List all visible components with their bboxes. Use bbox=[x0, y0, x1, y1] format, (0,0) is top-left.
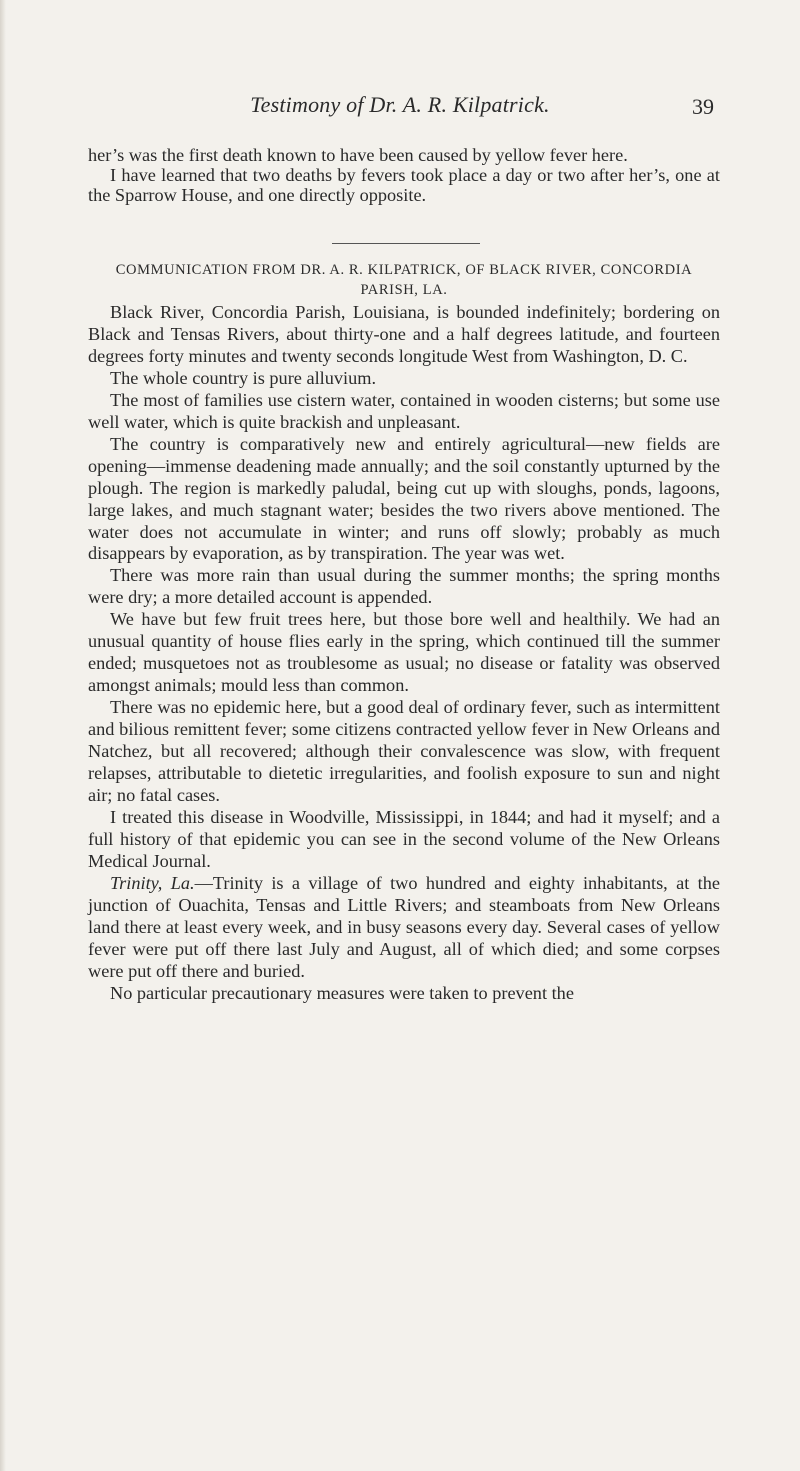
section-heading-line-1: COMMUNICATION FROM DR. A. R. KILPATRICK, OF BLACK RIVER, CONCORDIA bbox=[115, 262, 693, 278]
section-divider bbox=[332, 243, 480, 244]
page-edge-shadow bbox=[0, 0, 6, 1471]
paragraph-precautions: No particular precautionary measures were taken to prevent the bbox=[110, 982, 574, 1003]
main-text bbox=[88, 302, 720, 1005]
paragraph-water: The most of families use cistern water, contained in wooden cisterns; but some use well water, which is quite brackish and unpleasant. bbox=[88, 389, 720, 432]
paragraph-rain: There was more rain than usual during the summer months; the spring months were dry; a more detailed account is appended. bbox=[88, 565, 720, 608]
paragraph-fruit-trees: We have but few fruit trees here, but those bore well and healthily. We had an unusual quantity of house flies early in the spring, which continued till the summer ended; musquetoes not as troublesome as usual; no disease or fatality was observed amongst animals; mould less than common. bbox=[88, 609, 720, 696]
page-number: 39 bbox=[692, 94, 714, 119]
page-header bbox=[0, 92, 800, 132]
intro-text bbox=[88, 145, 720, 206]
section-heading-line-2: PARISH, LA. bbox=[360, 282, 448, 298]
paragraph-trinity bbox=[88, 873, 720, 983]
trinity-text: —Trinity is a village of two hundred and eighty inhabitants, at the junction of Ouachita, Tensas and Little Rivers; and steamboats from New Orleans land there at least every week, and in busy seasons every day. Several cases of yellow fever were put off there last July and August, all of which died; and some corpses were put off there and buried. bbox=[88, 872, 721, 981]
paragraph-country: The country is comparatively new and entirely agricultural—new fields are opening—immense deadening made annually; and the soil constantly upturned by the plough. The region is markedly paludal, being cut up with sloughs, ponds, lagoons, large lakes, and much stagnant water; besides the two rivers above mentioned. The water does not accumulate in winter; and runs off slowly; probably as much disappears by evaporation, as by transpiration. The year was wet. bbox=[88, 433, 720, 564]
place-name-trinity: Trinity, La. bbox=[110, 872, 195, 893]
intro-paragraph-2: I have learned that two deaths by fevers took place a day or two after her’s, one at the Sparrow House, and one directly opposite. bbox=[88, 165, 720, 206]
paragraph-woodville: I treated this disease in Woodville, Mississippi, in 1844; and had it myself; and a full history of that epidemic you can see in the second volume of the New Orleans Medical Journal. bbox=[88, 806, 720, 871]
paragraph-boundaries: Black River, Concordia Parish, Louisiana, is bounded indefinitely; bordering on Black and Tensas Rivers, about thirty-one and a half degrees latitude, and fourteen degrees forty minutes and twenty seconds longitude West from Washington, D. C. bbox=[88, 302, 720, 366]
paragraph-alluvium: The whole country is pure alluvium. bbox=[110, 367, 377, 388]
section-heading bbox=[88, 260, 720, 300]
paragraph-fever: There was no epidemic here, but a good deal of ordinary fever, such as intermittent and bilious remittent fever; some citizens contracted yellow fever in New Orleans and Natchez, but all recovered; although their convalescence was slow, with frequent relapses, attributable to dietetic irregularities, and foolish exposure to sun and night air; no fatal cases. bbox=[88, 697, 720, 805]
intro-paragraph-1: her’s was the first death known to have been caused by yellow fever here. bbox=[88, 145, 628, 165]
running-head: Testimony of Dr. A. R. Kilpatrick. bbox=[250, 92, 550, 117]
